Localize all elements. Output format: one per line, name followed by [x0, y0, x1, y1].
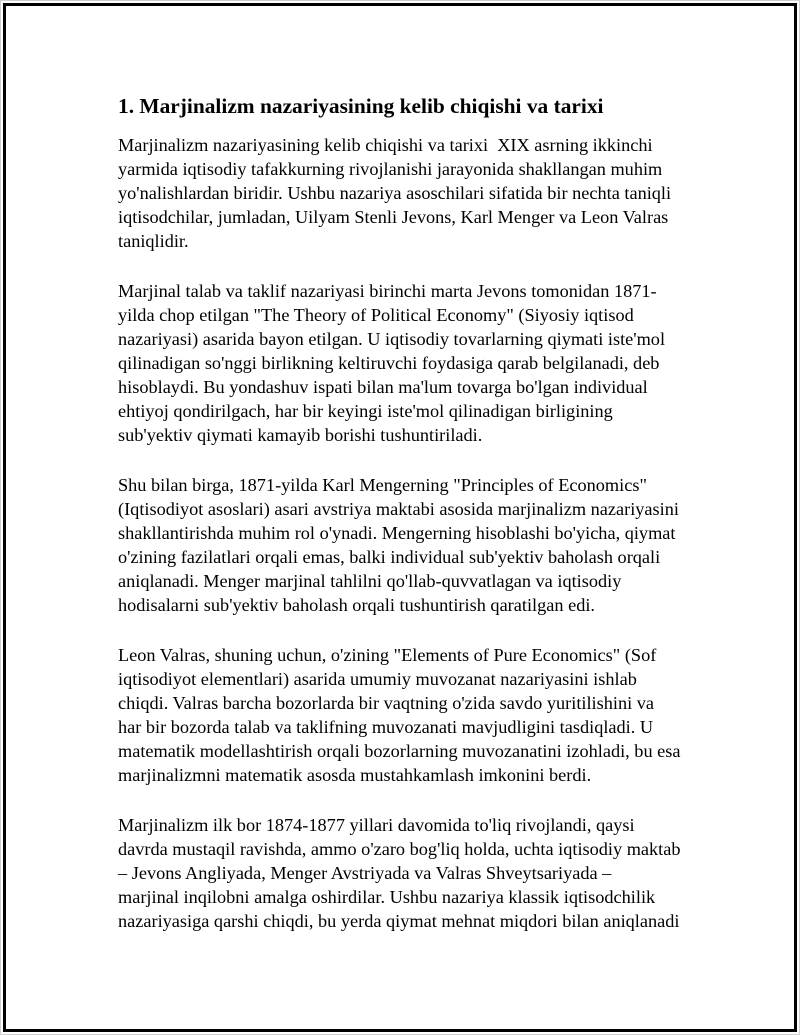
document-content — [118, 93, 758, 959]
text-line: Marjinalizm nazariyasining kelib chiqishi va tarixi XIX asrning ikkinchi — [118, 135, 653, 155]
text-line: Marjinalizm ilk bor 1874-1877 yillari davomida to'liq rivojlandi, qaysi — [118, 815, 635, 835]
text-line: qilinadigan so'nggi birlikning keltiruvchi foydasiga qarab belgilanadi, deb — [118, 353, 660, 373]
paragraph — [118, 813, 758, 933]
text-line: chiqdi. Valras barcha bozorlarda bir vaqtning o'zida savdo yuritilishini va — [118, 693, 655, 713]
text-line: iqtisodchilar, jumladan, Uilyam Stenli Jevons, Karl Menger va Leon Valras — [118, 207, 669, 227]
text-line: davrda mustaqil ravishda, ammo o'zaro bog'liq holda, uchta iqtisodiy maktab — [118, 839, 681, 859]
text-line: iqtisodiyot elementlari) asarida umumiy muvozanat nazariyasini ishlab — [118, 669, 637, 689]
text-line: hodisalarni sub'yektiv baholash orqali tushuntirish qaratilgan edi. — [118, 595, 595, 615]
text-line: hisoblaydi. Bu yondashuv ispati bilan ma'lum tovarga bo'lgan individual — [118, 377, 648, 397]
text-line: Leon Valras, shuning uchun, o'zining "Elements of Pure Economics" (Sof — [118, 645, 657, 665]
text-line: yo'nalishlardan biridir. Ushbu nazariya asoschilari sifatida bir nechta taniqli — [118, 183, 672, 203]
text-line: taniqlidir. — [118, 231, 189, 251]
text-line: marjinalizmni matematik asosda mustahkamlash imkonini berdi. — [118, 765, 592, 785]
text-line: matematik modellashtirish orqali bozorlarning muvozanatini izohladi, bu esa — [118, 741, 681, 761]
text-line: marjinal inqilobni amalga oshirdilar. Ushbu nazariya klassik iqtisodchilik — [118, 887, 656, 907]
text-line: – Jevons Angliyada, Menger Avstriyada va Valras Shveytsariyada – — [118, 863, 612, 883]
text-line: o'zining fazilatlari orqali emas, balki individual sub'yektiv baholash orqali — [118, 547, 661, 567]
text-line: yarmida iqtisodiy tafakkurning rivojlanishi jarayonida shakllangan muhim — [118, 159, 663, 179]
text-line: yilda chop etilgan "The Theory of Political Economy" (Siyosiy iqtisod — [118, 305, 634, 325]
paragraph — [118, 279, 758, 447]
section-heading: 1. Marjinalizm nazariyasining kelib chiqishi va tarixi — [118, 94, 604, 118]
text-line: ehtiyoj qondirilgach, har bir keyingi iste'mol qilinadigan birligining — [118, 401, 613, 421]
paragraph — [118, 473, 758, 617]
text-line: aniqlanadi. Menger marjinal tahlilni qo'llab-quvvatlagan va iqtisodiy — [118, 571, 622, 591]
text-line: nazariyasiga qarshi chiqdi, bu yerda qiymat mehnat miqdori bilan aniqlanadi — [118, 911, 680, 931]
text-line: nazariyasi) asarida bayon etilgan. U iqtisodiy tovarlarning qiymati iste'mol — [118, 329, 666, 349]
paragraph — [118, 643, 758, 787]
paragraph — [118, 133, 758, 253]
text-line: (Iqtisodiyot asoslari) asari avstriya maktabi asosida marjinalizm nazariyasini — [118, 499, 679, 519]
text-line: sub'yektiv qiymati kamayib borishi tushuntiriladi. — [118, 425, 483, 445]
text-line: har bir bozorda talab va taklifning muvozanati mavjudligini tasdiqladi. U — [118, 717, 654, 737]
text-line: shakllantirishda muhim rol o'ynadi. Mengerning hisoblashi bo'yicha, qiymat — [118, 523, 676, 543]
text-line: Marjinal talab va taklif nazariyasi birinchi marta Jevons tomonidan 1871- — [118, 281, 657, 301]
text-line: Shu bilan birga, 1871-yilda Karl Mengerning "Principles of Economics" — [118, 475, 647, 495]
